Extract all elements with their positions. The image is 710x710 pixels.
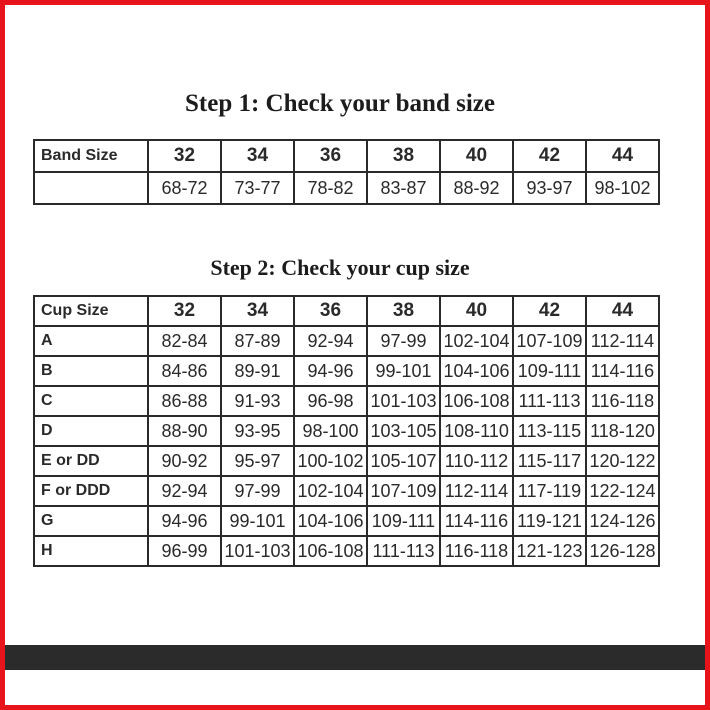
cup-row-label: B	[34, 356, 148, 386]
cup-range-cell: 120-122	[586, 446, 659, 476]
cup-range-cell: 100-102	[294, 446, 367, 476]
cup-range-cell: 114-116	[440, 506, 513, 536]
cup-range-cell: 104-106	[440, 356, 513, 386]
cup-range-cell: 95-97	[221, 446, 294, 476]
cup-range-cell: 88-90	[148, 416, 221, 446]
cup-row-label: C	[34, 386, 148, 416]
band-range-cell: 73-77	[221, 172, 294, 204]
cup-range-cell: 82-84	[148, 326, 221, 356]
cup-range-cell: 92-94	[148, 476, 221, 506]
cup-range-cell: 114-116	[586, 356, 659, 386]
cup-range-cell: 111-113	[367, 536, 440, 566]
band-range-cell: 98-102	[586, 172, 659, 204]
band-range-empty-label	[34, 172, 148, 204]
cup-range-cell: 98-100	[294, 416, 367, 446]
cup-row	[34, 446, 659, 476]
cup-range-cell: 126-128	[586, 536, 659, 566]
cup-range-cell: 107-109	[513, 326, 586, 356]
band-size-header: 44	[586, 140, 659, 172]
cup-range-cell: 96-98	[294, 386, 367, 416]
cup-range-cell: 97-99	[221, 476, 294, 506]
cup-row-label: E or DD	[34, 446, 148, 476]
band-range-cell: 93-97	[513, 172, 586, 204]
cup-range-cell: 99-101	[367, 356, 440, 386]
cup-row-label: A	[34, 326, 148, 356]
cup-row	[34, 476, 659, 506]
cup-size-header: 40	[440, 296, 513, 326]
cup-range-cell: 112-114	[586, 326, 659, 356]
cup-range-cell: 108-110	[440, 416, 513, 446]
cup-range-cell: 106-108	[440, 386, 513, 416]
cup-row	[34, 386, 659, 416]
cup-row	[34, 416, 659, 446]
band-range-cell: 83-87	[367, 172, 440, 204]
band-range-cell: 78-82	[294, 172, 367, 204]
cup-size-table	[33, 295, 660, 567]
cup-range-cell: 101-103	[367, 386, 440, 416]
band-size-header: 32	[148, 140, 221, 172]
cup-range-cell: 124-126	[586, 506, 659, 536]
cup-range-cell: 115-117	[513, 446, 586, 476]
cup-range-cell: 94-96	[148, 506, 221, 536]
cup-range-cell: 101-103	[221, 536, 294, 566]
cup-range-cell: 102-104	[440, 326, 513, 356]
band-size-header: 40	[440, 140, 513, 172]
band-range-row	[34, 172, 659, 204]
cup-size-header: 32	[148, 296, 221, 326]
band-size-title: Step 1: Check your band size	[185, 90, 495, 117]
band-size-header: 38	[367, 140, 440, 172]
cup-row-label: H	[34, 536, 148, 566]
cup-range-cell: 122-124	[586, 476, 659, 506]
cup-range-cell: 84-86	[148, 356, 221, 386]
cup-range-cell: 116-118	[586, 386, 659, 416]
cup-size-label: Cup Size	[34, 296, 148, 326]
band-size-header-row	[34, 140, 659, 172]
cup-size-header: 42	[513, 296, 586, 326]
cup-size-header: 36	[294, 296, 367, 326]
cup-range-cell: 105-107	[367, 446, 440, 476]
cup-size-header-row	[34, 296, 659, 326]
cup-row-label: F or DDD	[34, 476, 148, 506]
band-size-table	[33, 139, 660, 205]
cup-range-cell: 117-119	[513, 476, 586, 506]
cup-row	[34, 326, 659, 356]
cup-range-cell: 102-104	[294, 476, 367, 506]
footer-bar	[5, 645, 705, 670]
cup-range-cell: 94-96	[294, 356, 367, 386]
cup-range-cell: 111-113	[513, 386, 586, 416]
cup-range-cell: 103-105	[367, 416, 440, 446]
cup-range-cell: 93-95	[221, 416, 294, 446]
cup-range-cell: 90-92	[148, 446, 221, 476]
cup-row-label: G	[34, 506, 148, 536]
cup-range-cell: 110-112	[440, 446, 513, 476]
cup-range-cell: 119-121	[513, 506, 586, 536]
band-range-cell: 68-72	[148, 172, 221, 204]
cup-row	[34, 506, 659, 536]
cup-range-cell: 104-106	[294, 506, 367, 536]
cup-range-cell: 96-99	[148, 536, 221, 566]
cup-row-label: D	[34, 416, 148, 446]
cup-range-cell: 112-114	[440, 476, 513, 506]
band-size-label: Band Size	[34, 140, 148, 172]
band-range-cell: 88-92	[440, 172, 513, 204]
cup-range-cell: 89-91	[221, 356, 294, 386]
cup-range-cell: 118-120	[586, 416, 659, 446]
cup-range-cell: 86-88	[148, 386, 221, 416]
cup-range-cell: 91-93	[221, 386, 294, 416]
cup-row	[34, 356, 659, 386]
cup-range-cell: 97-99	[367, 326, 440, 356]
cup-range-cell: 87-89	[221, 326, 294, 356]
cup-size-header: 34	[221, 296, 294, 326]
cup-range-cell: 109-111	[367, 506, 440, 536]
cup-size-title: Step 2: Check your cup size	[210, 255, 470, 280]
cup-range-cell: 107-109	[367, 476, 440, 506]
cup-range-cell: 121-123	[513, 536, 586, 566]
cup-range-cell: 109-111	[513, 356, 586, 386]
cup-size-header: 38	[367, 296, 440, 326]
cup-range-cell: 113-115	[513, 416, 586, 446]
band-size-header: 34	[221, 140, 294, 172]
band-size-header: 42	[513, 140, 586, 172]
cup-range-cell: 99-101	[221, 506, 294, 536]
band-size-header: 36	[294, 140, 367, 172]
cup-range-cell: 106-108	[294, 536, 367, 566]
cup-row	[34, 536, 659, 566]
cup-size-header: 44	[586, 296, 659, 326]
cup-range-cell: 116-118	[440, 536, 513, 566]
cup-range-cell: 92-94	[294, 326, 367, 356]
